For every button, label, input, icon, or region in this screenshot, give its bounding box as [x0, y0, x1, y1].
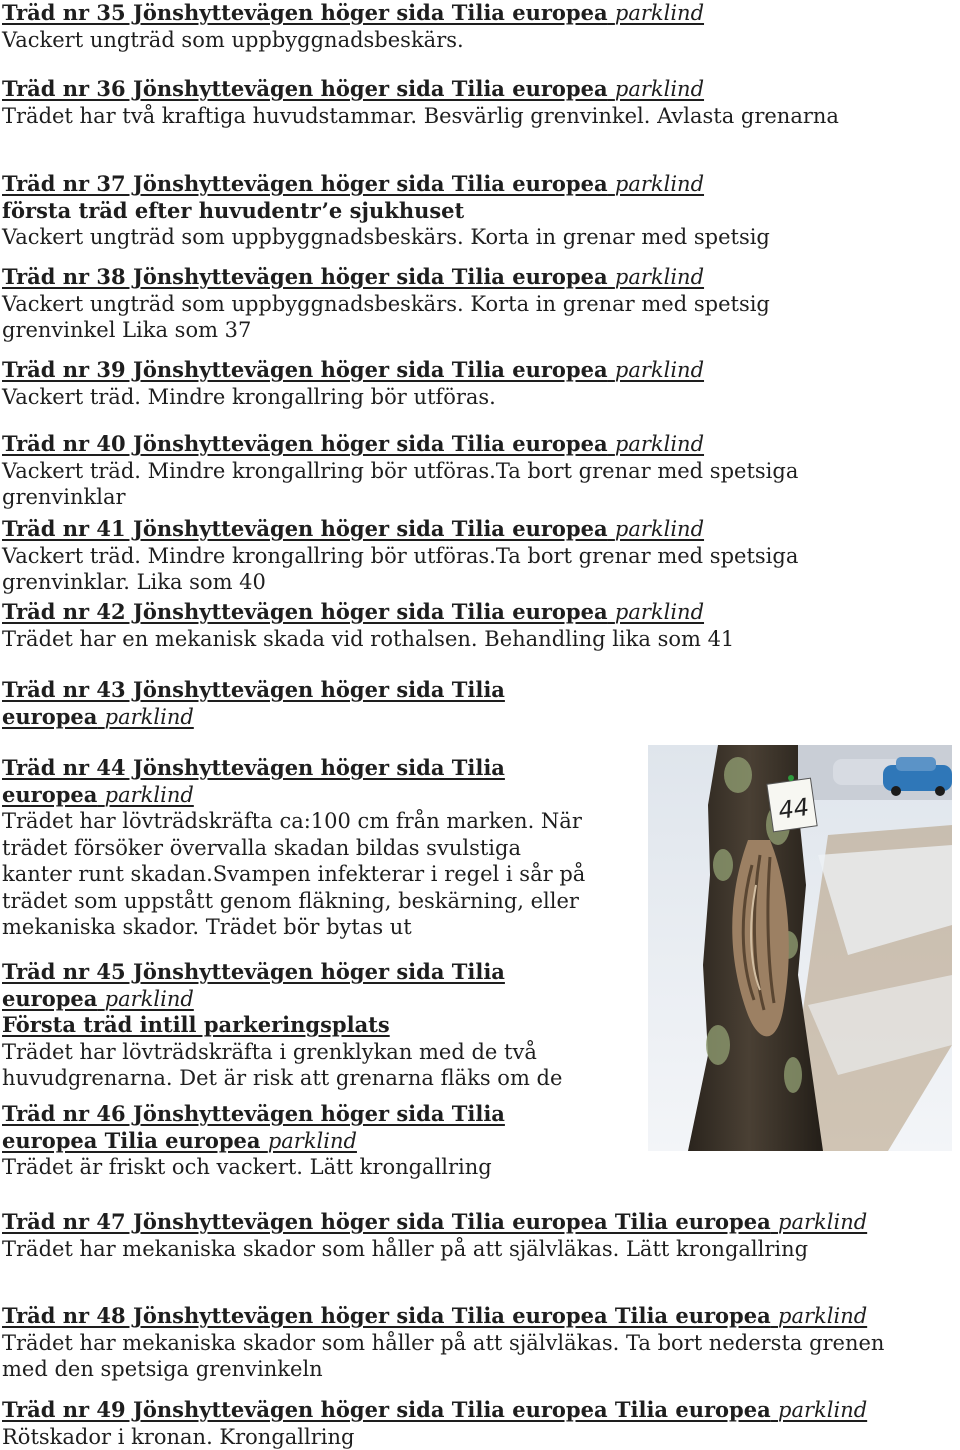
entry-text: med den spetsiga grenvinkeln [2, 1357, 323, 1381]
entry-text: Vackert ungträd som uppbyggnadsbeskärs. Korta in grenar med spetsig [2, 291, 770, 316]
entry-heading-cont: europea parklind [2, 781, 194, 807]
entry-text: grenvinklar [2, 485, 126, 509]
tree-entry-39 [2, 357, 704, 410]
entry-text: Rötskador i kronan. Krongallring [2, 1424, 355, 1449]
tree-number-tag [767, 775, 817, 832]
entry-text: Trädet har två kraftiga huvudstammar. Besvärlig grenvinkel. Avlasta grenarna [2, 103, 839, 128]
entry-text: Vackert träd. Mindre krongallring bör utföras.Ta bort grenar med spetsiga [2, 458, 799, 483]
entry-heading: Träd nr 40 Jönshyttevägen höger sida Tilia europea parklind [2, 431, 705, 456]
tree-entry-36 [2, 76, 839, 129]
entry-heading-cont: europea parklind [2, 985, 194, 1011]
tree-entry-42 [2, 599, 734, 652]
entry-text: Vackert ungträd som uppbyggnadsbeskärs. Korta in grenar med spetsig [2, 225, 770, 249]
entry-heading: Träd nr 37 Jönshyttevägen höger sida Tilia europea parklind [2, 171, 705, 196]
tree-photo [648, 745, 952, 1151]
entry-heading: Träd nr 44 Jönshyttevägen höger sida Tilia [2, 755, 505, 780]
tree-entry-46 [2, 1101, 505, 1181]
entry-text: trädet som uppstått genom fläkning, beskärning, eller [2, 888, 579, 913]
entry-heading: Träd nr 43 Jönshyttevägen höger sida Tilia [2, 677, 505, 702]
entry-heading: Träd nr 35 Jönshyttevägen höger sida Tilia europea parklind [2, 0, 705, 25]
entry-heading-cont: europea parklind [2, 703, 194, 729]
entry-heading: Träd nr 49 Jönshyttevägen höger sida Tilia europea Tilia europea parklind [2, 1397, 868, 1422]
tree-entry-40 [2, 431, 798, 511]
entry-heading: Träd nr 42 Jönshyttevägen höger sida Tilia europea parklind [2, 599, 705, 624]
entry-heading: Träd nr 39 Jönshyttevägen höger sida Tilia europea parklind [2, 357, 705, 382]
entry-text: grenvinklar. Lika som 40 [2, 570, 266, 594]
entry-text: Vackert träd. Mindre krongallring bör utföras. [2, 384, 496, 409]
entry-heading: Träd nr 48 Jönshyttevägen höger sida Tilia europea Tilia europea parklind [2, 1303, 868, 1328]
entry-text: trädet försöker övervalla skadan bildas svulstiga [2, 835, 521, 860]
entry-note: Första träd intill parkeringsplats [2, 1012, 390, 1037]
entry-text: Trädet har mekaniska skador som håller på att självläkas. Ta bort nedersta grenen [2, 1330, 885, 1355]
entry-text: Trädet har lövträdskräfta ca:100 cm från marken. När [2, 809, 582, 833]
tree-entry-35 [2, 0, 704, 53]
entry-heading: Träd nr 45 Jönshyttevägen höger sida Tilia [2, 959, 505, 984]
tree-entry-41 [2, 516, 798, 596]
entry-text: Vackert ungträd som uppbyggnadsbeskärs. [2, 27, 464, 52]
tree-entry-48 [2, 1303, 884, 1383]
entry-heading-cont: europea Tilia europea parklind [2, 1127, 357, 1153]
entry-text: kanter runt skadan.Svampen infekterar i regel i sår på [2, 862, 586, 886]
entry-heading: Träd nr 41 Jönshyttevägen höger sida Tilia europea parklind [2, 516, 705, 541]
entry-text: grenvinkel Lika som 37 [2, 318, 252, 342]
tree-entry-43 [2, 677, 505, 730]
entry-note: första träd efter huvudentr’e sjukhuset [2, 197, 465, 223]
entry-heading: Träd nr 47 Jönshyttevägen höger sida Tilia europea Tilia europea parklind [2, 1209, 868, 1234]
entry-text: Trädet har mekaniska skador som håller på att självläkas. Lätt krongallring [2, 1236, 809, 1261]
tree-entry-45 [2, 959, 562, 1092]
entry-text: huvudgrenarna. Det är risk att grenarna fläks om de [2, 1066, 563, 1090]
tree-entry-38 [2, 264, 770, 344]
entry-text: Trädet har lövträdskräfta i grenklykan med de två [2, 1039, 537, 1064]
entry-heading: Träd nr 46 Jönshyttevägen höger sida Tilia [2, 1101, 505, 1126]
entry-heading: Träd nr 36 Jönshyttevägen höger sida Tilia europea parklind [2, 76, 705, 101]
entry-heading: Träd nr 38 Jönshyttevägen höger sida Tilia europea parklind [2, 264, 705, 289]
tree-entry-44 [2, 755, 585, 941]
entry-text: Trädet är friskt och vackert. Lätt krongallring [2, 1155, 492, 1179]
tree-entry-47 [2, 1209, 867, 1262]
tree-entry-49 [2, 1397, 867, 1450]
entry-text: Trädet har en mekanisk skada vid rothalsen. Behandling lika som 41 [2, 626, 735, 651]
svg-text:44: 44 [776, 792, 811, 825]
entry-text: Vackert träd. Mindre krongallring bör utföras.Ta bort grenar med spetsiga [2, 543, 799, 568]
entry-text: mekaniska skador. Trädet bör bytas ut [2, 915, 412, 939]
tree-entry-37 [2, 171, 770, 251]
